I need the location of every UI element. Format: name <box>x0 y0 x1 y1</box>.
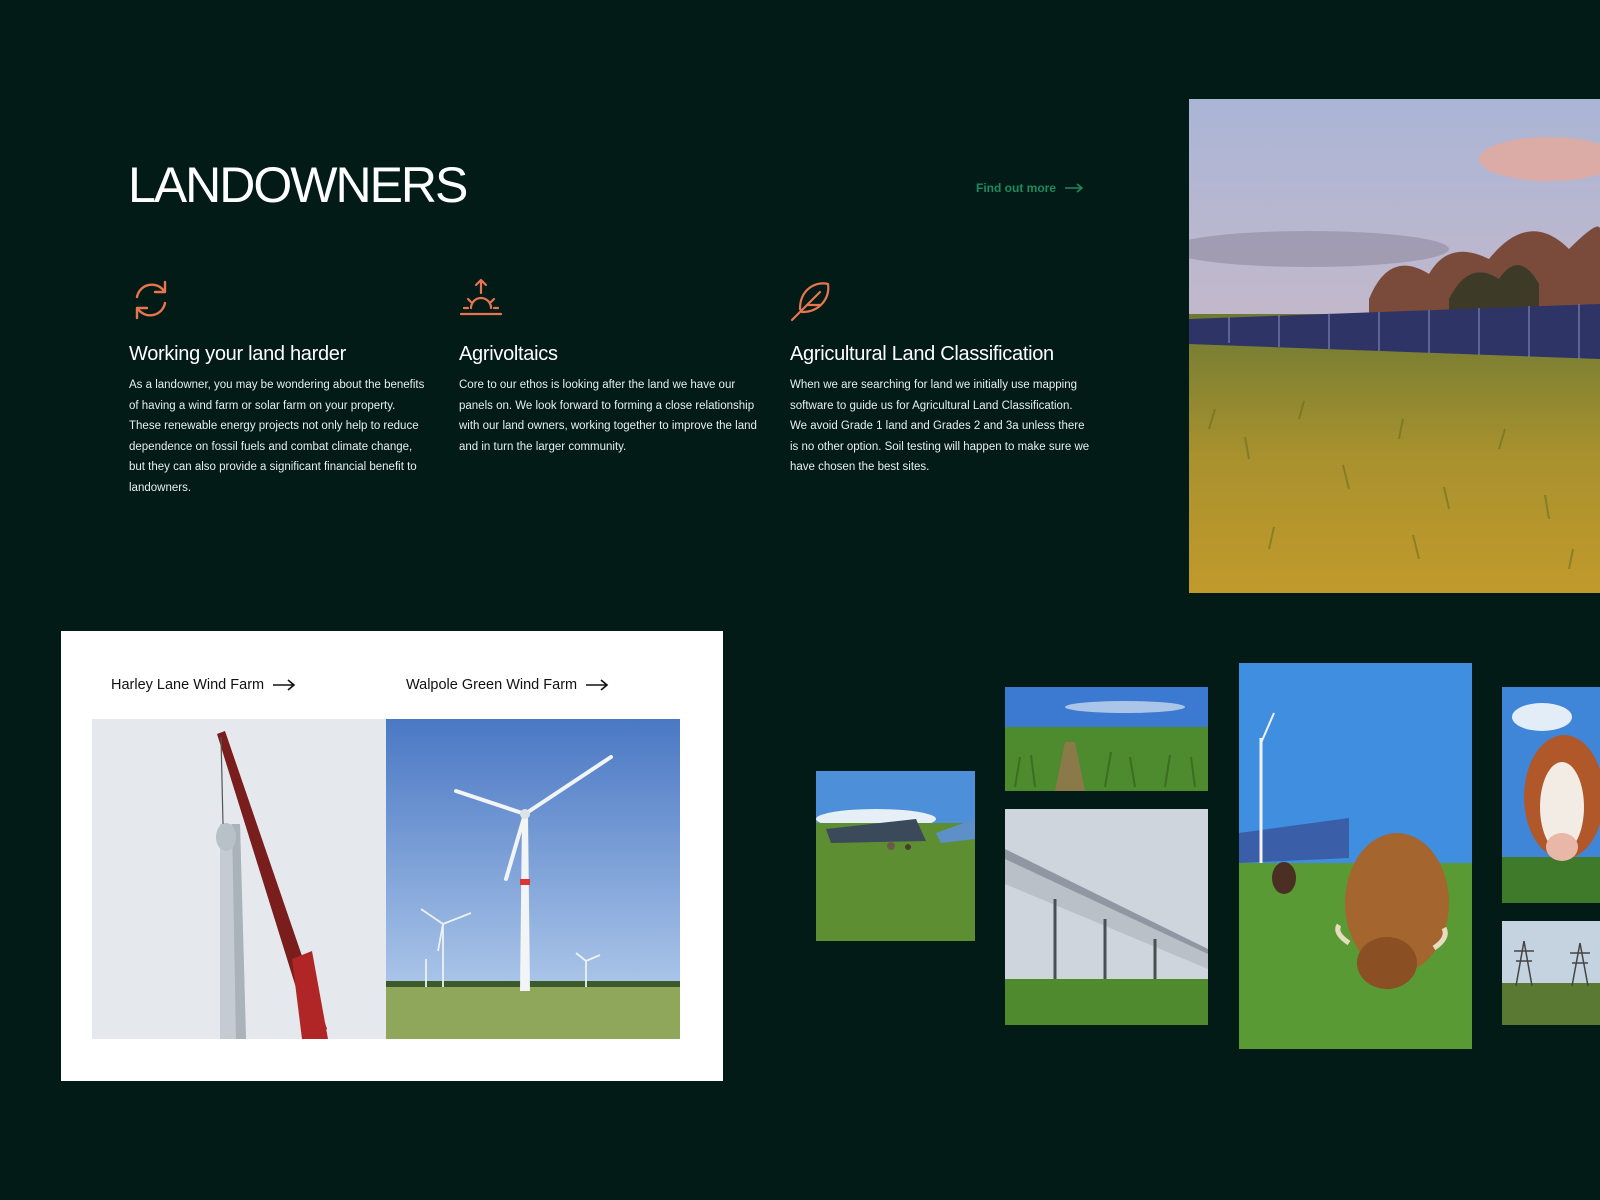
wind-farms-card <box>61 631 723 1081</box>
feature-title: Agricultural Land Classification <box>790 343 1054 365</box>
solar-field-photo <box>1189 99 1600 593</box>
project-label: Walpole Green Wind Farm <box>406 677 578 693</box>
walpole-green-link[interactable] <box>406 677 609 693</box>
feature-agrivoltaics <box>459 278 759 457</box>
wind-turbines-photo <box>386 719 680 1039</box>
find-out-more-link[interactable] <box>976 181 1084 195</box>
sunrise-icon <box>459 278 503 322</box>
page-title: LANDOWNERS <box>128 157 467 213</box>
maize-field-photo <box>1005 687 1208 791</box>
turbine-crane-photo <box>92 719 386 1039</box>
pylon-field-photo <box>1502 921 1600 1025</box>
feather-icon <box>790 278 834 322</box>
feature-body: Core to our ethos is looking after the land we have our panels on. We look forward to forming a close relationship with our land owners, working together to improve the land and in turn the larger community. <box>459 379 757 453</box>
harley-lane-link[interactable] <box>111 677 296 693</box>
arrow-right-icon <box>1064 183 1084 193</box>
find-out-more-label: Find out more <box>976 181 1056 195</box>
feature-title: Working your land harder <box>129 343 346 365</box>
feature-working-land <box>129 278 429 498</box>
feature-land-classification <box>790 278 1090 478</box>
feature-body: When we are searching for land we initially use mapping software to guide us for Agricultural Land Classification. We avoid Grade 1 land and Grades 2 and 3a unless there is no other option. Soil testing will happen to make sure we have chosen the best sites. <box>790 379 1090 473</box>
cow-portrait-photo <box>1502 687 1600 903</box>
solar-panel-closeup-photo <box>1005 809 1208 1025</box>
highland-cow-photo <box>1239 663 1472 1049</box>
feature-body: As a landowner, you may be wondering about the benefits of having a wind farm or solar farm on your property. These renewable energy projects not only help to reduce dependence on fossil fuels and combat climate change, but they can also provide a significant financial benefit to landowners. <box>129 379 425 494</box>
refresh-icon <box>129 278 173 322</box>
arrow-right-icon <box>272 679 296 691</box>
feature-title: Agrivoltaics <box>459 343 558 365</box>
arrow-right-icon <box>585 679 609 691</box>
solar-grazing-photo <box>816 771 975 941</box>
project-label: Harley Lane Wind Farm <box>111 677 265 693</box>
